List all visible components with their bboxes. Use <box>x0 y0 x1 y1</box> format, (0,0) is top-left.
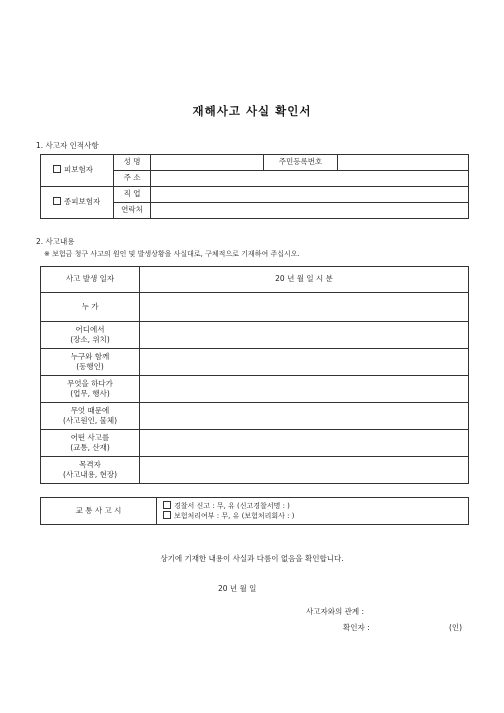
witness-label: 목격자 (사고내용, 현장) <box>41 457 140 484</box>
date-line: 20 년 월 일 <box>218 584 257 593</box>
checkbox-icon[interactable] <box>53 197 61 205</box>
name-label: 성 명 <box>114 155 151 171</box>
checkbox-icon[interactable] <box>53 165 61 173</box>
seal-mark: (인) <box>449 623 463 632</box>
job-value[interactable] <box>151 187 469 203</box>
job-label: 직 업 <box>114 187 151 203</box>
contact-value[interactable] <box>151 203 469 219</box>
traffic-label: 교 통 사 고 시 <box>41 498 157 525</box>
police-report-option[interactable]: 경찰서 신고 : 무, 유 (신고경찰서명 : ) <box>163 501 468 511</box>
where-value[interactable] <box>140 322 469 349</box>
resident-no-label: 주민등록번호 <box>264 155 338 171</box>
sub-insured-option[interactable]: 종피보험자 <box>41 187 114 219</box>
datetime-label: 사고 발생 일자 <box>41 267 140 293</box>
doing-what-value[interactable] <box>140 376 469 403</box>
insurance-handling-option[interactable]: 보험처리여부 : 무, 유 (보험처리회사 : ) <box>163 511 468 521</box>
who-label: 누 가 <box>41 293 140 322</box>
section2-note: ※ 보험금 청구 사고의 원인 및 발생상황을 사실대로, 구체적으로 기재하여 주십시오. <box>44 250 300 258</box>
with-whom-value[interactable] <box>140 349 469 376</box>
accident-type-value[interactable] <box>140 430 469 457</box>
accident-detail-table <box>40 266 469 484</box>
accident-type-label: 어떤 사고를 (교통, 산재) <box>41 430 140 457</box>
cause-value[interactable] <box>140 403 469 430</box>
traffic-accident-table <box>40 497 469 525</box>
address-label: 주 소 <box>114 171 151 187</box>
relation-label: 사고자와의 관계 : <box>306 607 365 616</box>
checkbox-icon[interactable] <box>163 501 171 509</box>
contact-label: 연락처 <box>114 203 151 219</box>
insured-option[interactable]: 피보험자 <box>41 155 114 187</box>
cause-label: 무엇 때문에 (사고원인, 물체) <box>41 403 140 430</box>
resident-no-value[interactable] <box>338 155 469 171</box>
traffic-options <box>157 498 469 525</box>
witness-value[interactable] <box>140 457 469 484</box>
section1-heading: 1. 사고자 인적사항 <box>36 141 99 150</box>
name-value[interactable] <box>151 155 264 171</box>
section2-heading: 2. 사고내용 <box>36 237 75 246</box>
with-whom-label: 누구와 함께 (동행인) <box>41 349 140 376</box>
address-value[interactable] <box>151 171 469 187</box>
confirm-statement: 상기에 기재한 내용이 사실과 다름이 없음을 확인합니다. <box>160 554 344 563</box>
document-title: 재해사고 사실 확인서 <box>192 104 312 118</box>
checkbox-icon[interactable] <box>163 511 171 519</box>
confirmer-label: 확인자 : <box>343 623 370 632</box>
where-label: 어디에서 (장소, 위치) <box>41 322 140 349</box>
personal-info-table <box>40 154 469 219</box>
who-value[interactable] <box>140 293 469 322</box>
doing-what-label: 무엇을 하다가 (업무, 행사) <box>41 376 140 403</box>
datetime-value[interactable]: 20 년 월 일 시 분 <box>140 267 469 293</box>
